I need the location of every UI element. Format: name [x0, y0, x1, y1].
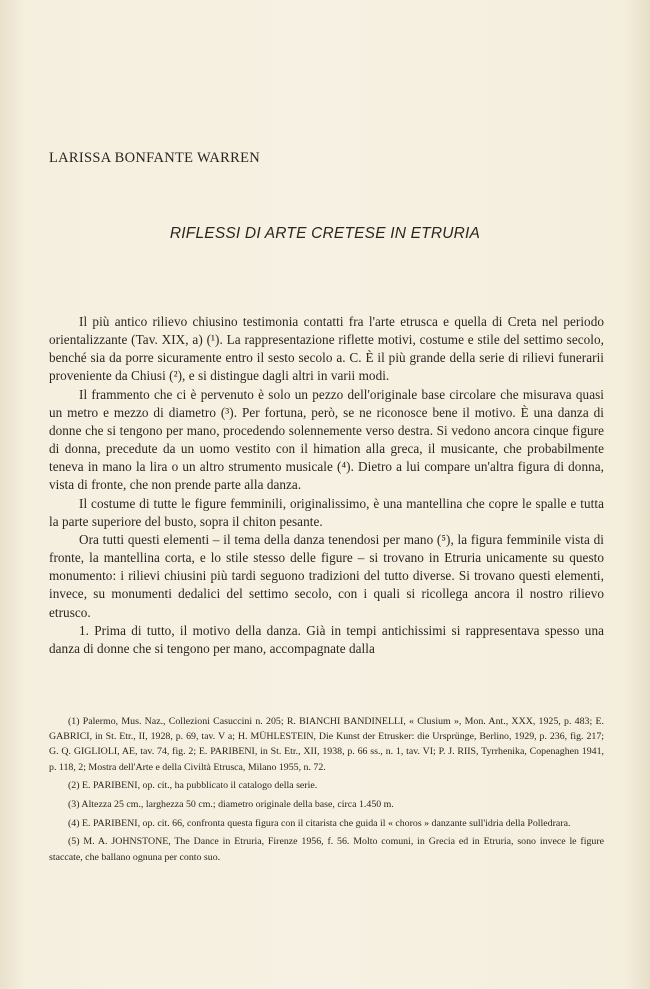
body-paragraph: Il frammento che ci è pervenuto è solo un pezzo dell'originale base circolare che misurava quasi un metro e mezzo di diametro (³). Per fortuna, però, se ne riconosce bene il motivo. È una danza di donne che si tengono per mano, procedendo solennemente verso destra. Si vedono ancora cinque figure di donna, precedute da un uomo vestito con il himation alla greca, il musicante, che probabilmente teneva in mano la lira o un altro strumento musicale (⁴). Dietro a lui compare un'altra figura di donna, vista di fronte, che non prende parte alla danza.	[49, 386, 604, 493]
author-name: LARISSA BONFANTE WARREN	[49, 150, 260, 166]
footnote: (2) E. PARIBENI, op. cit., ha pubblicato il catalogo della serie.	[68, 780, 318, 792]
footnote: (4) E. PARIBENI, op. cit. 66, confronta questa figura con il citarista che guida il « choros » danzante sull'idria della Polledrara.	[68, 817, 571, 829]
footnote: (3) Altezza 25 cm., larghezza 50 cm.; diametro originale della base, circa 1.450 m.	[68, 799, 394, 811]
article-title: RIFLESSI DI ARTE CRETESE IN ETRURIA	[169, 225, 481, 242]
body-paragraph: Ora tutti questi elementi – il tema della danza tenendosi per mano (⁵), la figura femminile vista di fronte, la mantellina corta, e lo stile stesso delle figure – si trovano in Etruria unicamente su questo monumento: i rilievi chiusini più tardi seguono tradizioni del tutto diverse. Si trovano questi elementi, invece, su monumenti dedalici del settimo secolo, con i quali si ricollega ancora il nostro rilievo etrusco.	[49, 531, 604, 620]
footnotes	[49, 714, 604, 868]
body-paragraph: Il costume di tutte le figure femminili, originalissimo, è una mantellina che copre le spalle e tutta la parte superiore del busto, sopra il chiton pesante.	[49, 495, 604, 529]
body-paragraph: Il più antico rilievo chiusino testimonia contatti fra l'arte etrusca e quella di Creta nel periodo orientalizzante (Tav. XIX, a) (¹). La rappresentazione riflette motivi, costume e stile del settimo secolo, benché sia da porre sicuramente entro il sesto secolo a. C. È il più grande della serie di rilievi funerarii proveniente da Chiusi (²), e si distingue dagli altri in varii modi.	[49, 314, 604, 384]
body-paragraph: 1. Prima di tutto, il motivo della danza. Già in tempi antichissimi si rappresentava spesso una danza di donne che si tengono per mano, accompagnate dalla	[49, 622, 604, 656]
footnote: (5) M. A. JOHNSTONE, The Dance in Etruria, Firenze 1956, f. 56. Molto comuni, in Grecia ed in Etruria, sono invece le figure staccate, che ballano ognuna per conto suo.	[49, 836, 604, 863]
footnote: (1) Palermo, Mus. Naz., Collezioni Casuccini n. 205; R. BIANCHI BANDINELLI, « Clusium », Mon. Ant., XXX, 1925, p. 483; E. GABRICI, in St. Etr., II, 1928, p. 69, tav. V a; H. MÜHLESTEIN, Die Kunst der Etrusker: die Ursprünge, Berlino, 1929, p. 236, fig. 217; G. Q. GIGLIOLI, AE, tav. 74, fig. 2; E. PARIBENI, in St. Etr., XII, 1938, p. 66 ss., n. 1, tav. VI; P. J. RIIS, Tyrrhenika, Copenaghen 1941, p. 118, 2; Mostra dell'Arte e della Civiltà Etrusca, Milano 1955, n. 72.	[49, 716, 604, 773]
body-text	[49, 313, 604, 658]
